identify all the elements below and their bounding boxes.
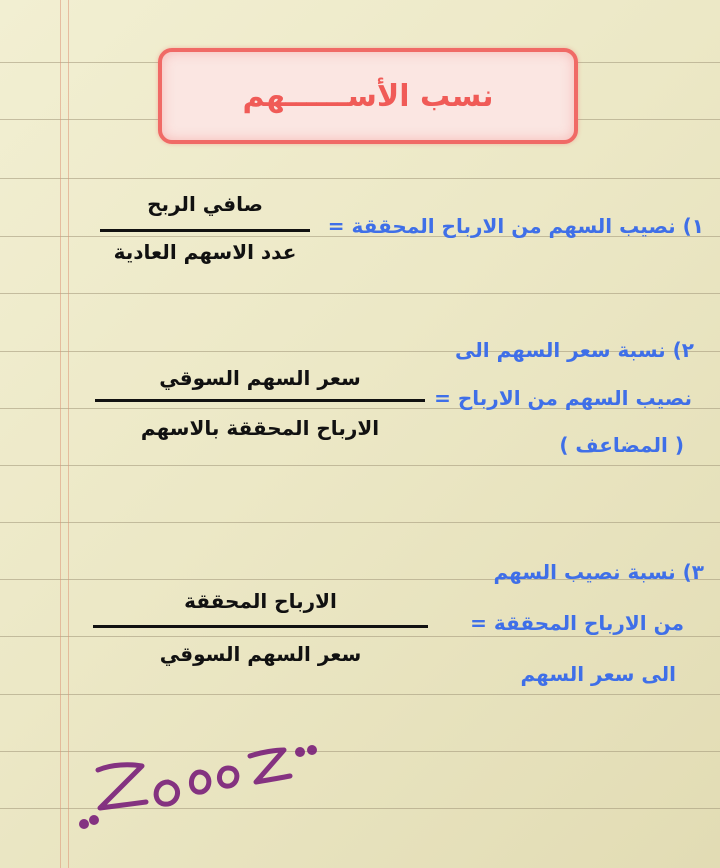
formula-2-label-line-3: ( المضاعف )	[559, 433, 684, 457]
margin-line	[60, 0, 61, 868]
ruled-line	[0, 694, 720, 695]
formula-2-label-line-1: ٢) نسبة سعر السهم الى	[455, 338, 694, 362]
formula-3-label-line-2: من الارباح المحققة =	[470, 611, 684, 635]
formula-2-denominator: الارباح المحققة بالاسهم	[140, 416, 380, 440]
formula-3-numerator: الارباح المحققة	[184, 589, 337, 613]
formula-2-numerator: سعر السهم السوقي	[159, 366, 361, 390]
formula-1-label: ١) نصيب السهم من الارباح المحققة =	[327, 214, 704, 238]
margin-line	[68, 0, 69, 868]
formula-1-numerator: صافي الربح	[147, 192, 263, 216]
handwritten-signature	[72, 730, 332, 840]
ruled-line	[0, 636, 720, 637]
ruled-line	[0, 522, 720, 523]
ruled-line	[0, 465, 720, 466]
formula-1-fraction-bar	[100, 229, 310, 232]
page-title: نسب الأســــــهم	[242, 78, 494, 114]
ruled-line	[0, 293, 720, 294]
formula-3-fraction-bar	[93, 625, 428, 628]
formula-2-fraction-bar	[95, 399, 425, 402]
formula-3-label-line-1: ٣) نسبة نصيب السهم	[493, 560, 704, 584]
ruled-line	[0, 178, 720, 179]
formula-1-denominator: عدد الاسهم العادية	[113, 240, 297, 264]
formula-2-label-line-2: نصيب السهم من الارباح =	[434, 386, 692, 410]
formula-3-denominator: سعر السهم السوقي	[159, 642, 362, 666]
formula-3-label-line-3: الى سعر السهم	[520, 662, 676, 686]
title-box	[158, 48, 578, 144]
